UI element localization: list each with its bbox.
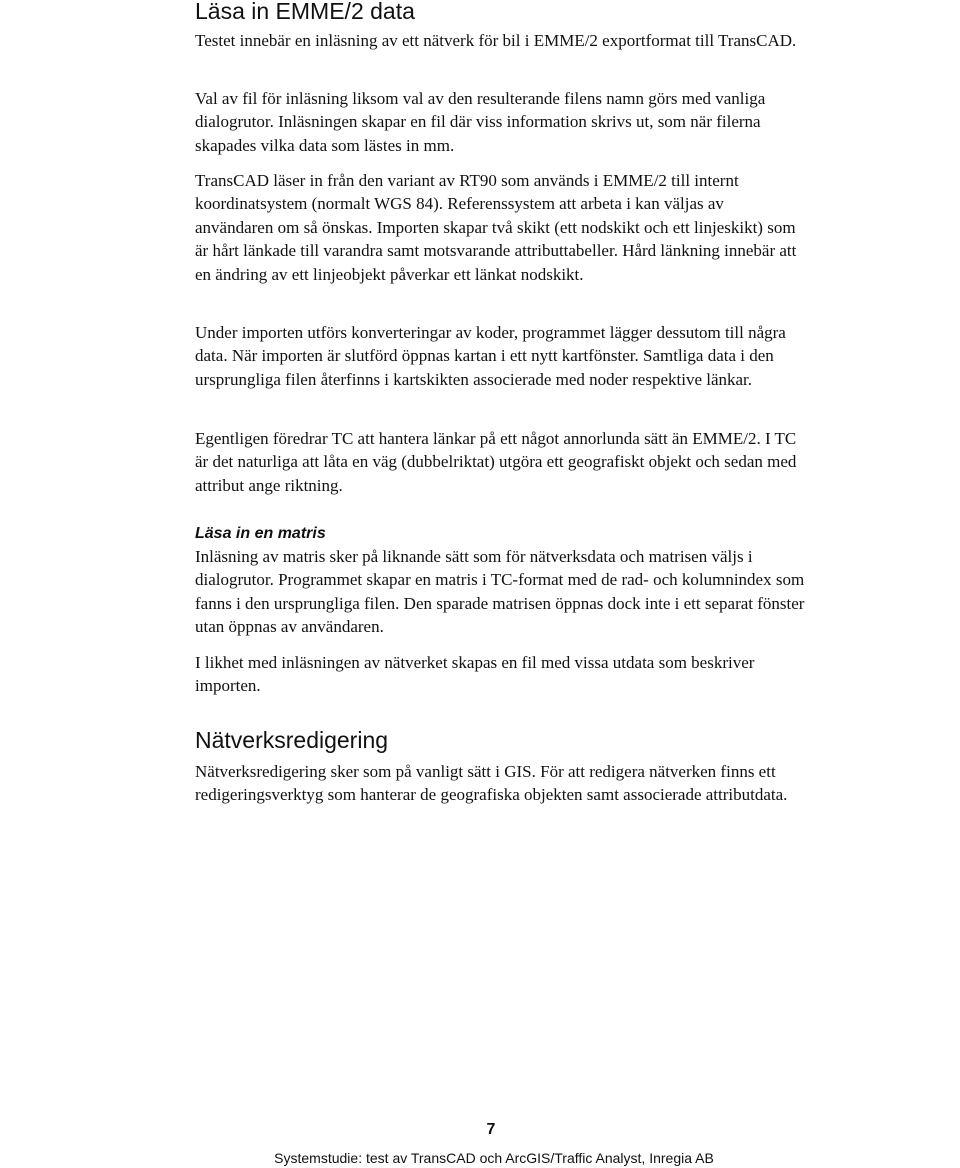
- paragraph: Inläsning av matris sker på liknande sätt som för nätverksdata och matrisen väljs i dialogrutor. Programmet skapar en matris i TC-format med de rad- och kolumnindex som fanns i den ursprungliga filen. Den sparade matrisen öppnas dock inte i ett separat fönster utan öppnas av användaren.: [195, 547, 805, 637]
- paragraph: Egentligen föredrar TC att hantera länkar på ett något annorlunda sätt än EMME/2. I TC är det naturliga att låta en väg (dubbelriktat) utgöra ett geografiskt objekt och sedan med attribut ange riktning.: [195, 429, 797, 495]
- paragraph: Under importen utförs konverteringar av koder, programmet lägger dessutom till några data. När importen är slutförd öppnas kartan i ett nytt kartfönster. Samtliga data i den ursprungliga filen återfinns i kartskikten associerade med noder respektive länkar.: [195, 323, 786, 389]
- paragraph: Val av fil för inläsning liksom val av den resulterande filens namn görs med vanliga dialogrutor. Inläsningen skapar en fil där viss information skrivs ut, som när filerna skapades vilka data som lästes in mm.: [195, 89, 766, 155]
- page-number: 7: [486, 1121, 496, 1138]
- paragraph: TransCAD läser in från den variant av RT90 som används i EMME/2 till internt koordinatsystem (normalt WGS 84). Referenssystem att arbeta i kan väljas av användaren om så önskas. Importen skapar två skikt (ett nodskikt och ett linjeskikt) som är hårt länkade till varandra samt motsvarande attributtabeller. Hård länkning innebär att en ändring av ett linjeobjekt påverkar ett länkat nodskikt.: [195, 171, 797, 284]
- paragraph: I likhet med inläsningen av nätverket skapas en fil med vissa utdata som beskriver importen.: [195, 653, 755, 696]
- section-heading-emme2: Läsa in EMME/2 data: [195, 0, 415, 24]
- paragraph: Nätverksredigering sker som på vanligt sätt i GIS. För att redigera nätverken finns ett redigeringsverktyg som hanterar de geografiska objekten samt associerade attributdata.: [195, 762, 788, 805]
- subsection-heading-matris: Läsa in en matris: [195, 525, 326, 542]
- section-heading-natverksredigering: Nätverksredigering: [195, 727, 389, 753]
- paragraph: Testet innebär en inläsning av ett nätverk för bil i EMME/2 exportformat till TransCAD.: [195, 31, 797, 50]
- footer-text: Systemstudie: test av TransCAD och ArcGIS/Traffic Analyst, Inregia AB: [274, 1150, 714, 1166]
